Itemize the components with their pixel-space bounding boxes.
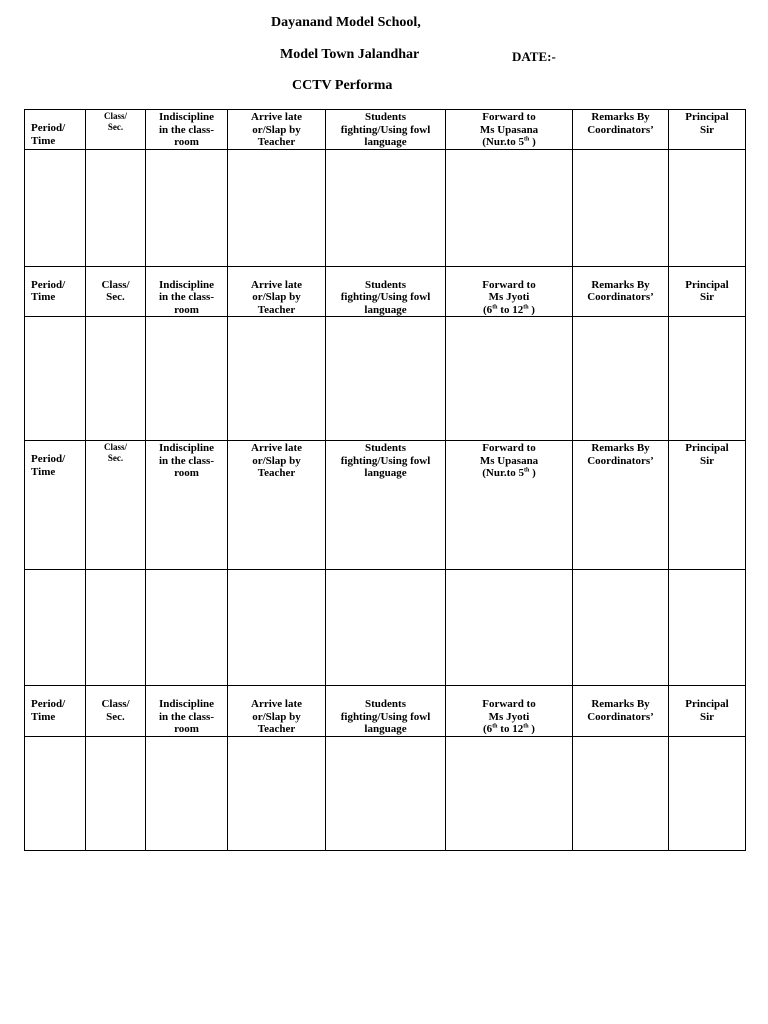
indiscipline-header <box>146 110 228 150</box>
header-line: Indiscipline <box>158 698 215 710</box>
section-1-entry-row <box>25 149 746 266</box>
forward-to-cell[interactable] <box>446 737 573 851</box>
header-line: room <box>174 467 199 479</box>
arrive-late-cell[interactable] <box>228 317 326 441</box>
header-text: (Nur.to 5 <box>482 136 524 148</box>
principal-header <box>669 686 746 737</box>
period-time-cell[interactable] <box>25 317 86 441</box>
header-line: Teacher <box>257 303 296 316</box>
header-line: room <box>174 303 199 316</box>
header-line: Forward to <box>482 278 536 291</box>
principal-cell[interactable] <box>669 570 746 686</box>
students-fighting-header <box>326 441 446 570</box>
header-line: Coordinators’ <box>587 123 654 136</box>
indiscipline-header <box>146 441 228 570</box>
header-line: Period/ <box>31 122 66 134</box>
header-line: Remarks By <box>591 442 650 454</box>
superscript: th <box>492 723 498 730</box>
superscript: th <box>524 467 530 474</box>
superscript: th <box>523 723 529 730</box>
period-time-header <box>25 110 86 150</box>
header-line: Class/ <box>103 111 127 121</box>
class-sec-header <box>86 441 146 570</box>
class-sec-cell[interactable] <box>86 570 146 686</box>
principal-cell[interactable] <box>669 317 746 441</box>
header-line: Arrive late <box>251 698 302 710</box>
arrive-late-header <box>228 441 326 570</box>
header-line: Sec. <box>106 291 125 303</box>
remarks-cell[interactable] <box>573 570 669 686</box>
arrive-late-header <box>228 266 326 317</box>
indiscipline-cell[interactable] <box>146 737 228 851</box>
header-line: Principal <box>685 111 729 123</box>
header-line: Students <box>365 111 406 123</box>
header-line: Principal <box>685 698 729 710</box>
principal-cell[interactable] <box>669 737 746 851</box>
arrive-late-cell[interactable] <box>228 149 326 266</box>
header-line: Teacher <box>257 723 296 735</box>
period-time-cell[interactable] <box>25 149 86 266</box>
section-2-header-row <box>25 266 746 317</box>
forward-to-header <box>446 110 573 150</box>
header-line: Remarks By <box>591 278 650 291</box>
header-line: Remarks By <box>591 698 650 710</box>
header-line: Coordinators’ <box>587 454 654 467</box>
period-time-header <box>25 266 86 317</box>
header-line: Arrive late <box>251 278 302 291</box>
header-line: room <box>174 723 199 735</box>
header-text: (6 <box>483 303 493 316</box>
students-fighting-cell[interactable] <box>326 570 446 686</box>
header-line: or/Slap by <box>252 291 301 303</box>
header-line: Time <box>31 134 56 147</box>
header-line: Principal <box>685 278 729 291</box>
school-address: Model Town Jalandhar <box>280 47 420 62</box>
section-4-entry-row <box>25 737 746 851</box>
arrive-late-header <box>228 686 326 737</box>
class-sec-header <box>86 266 146 317</box>
header-line <box>446 467 572 480</box>
arrive-late-cell[interactable] <box>228 570 326 686</box>
header-line: Class/ <box>103 442 127 452</box>
header-line: Class/ <box>101 278 130 291</box>
remarks-header <box>573 266 669 317</box>
header-line: Ms Jyoti <box>488 710 530 723</box>
remarks-cell[interactable] <box>573 149 669 266</box>
period-time-header <box>25 441 86 570</box>
superscript: th <box>524 136 530 143</box>
students-fighting-header <box>326 110 446 150</box>
header-text: ) <box>529 467 536 479</box>
header-line: Sir <box>699 123 715 136</box>
remarks-header <box>573 441 669 570</box>
header-text: to 12 <box>497 723 524 735</box>
remarks-header <box>573 686 669 737</box>
period-time-cell[interactable] <box>25 570 86 686</box>
remarks-cell[interactable] <box>573 737 669 851</box>
header-text: (6 <box>483 723 493 735</box>
header-line: Arrive late <box>251 442 302 454</box>
remarks-header <box>573 110 669 150</box>
period-time-cell[interactable] <box>25 737 86 851</box>
principal-header <box>669 266 746 317</box>
class-sec-cell[interactable] <box>86 149 146 266</box>
header-line <box>446 304 572 317</box>
header-line: Principal <box>685 442 729 454</box>
header-line: language <box>364 303 407 316</box>
header-line: Sec. <box>107 122 124 132</box>
forward-to-cell[interactable] <box>446 149 573 266</box>
students-fighting-header <box>326 266 446 317</box>
header-line: Sir <box>699 710 715 723</box>
header-text: (Nur.to 5 <box>482 467 524 479</box>
cctv-performa-table <box>24 109 746 851</box>
header-line: Period/ <box>31 453 66 465</box>
header-line: Sec. <box>107 453 124 463</box>
header-line: fighting/Using fowl <box>340 123 431 136</box>
header-line: Period/ <box>31 698 66 710</box>
header-line: Students <box>365 442 406 454</box>
header-line: Class/ <box>101 698 130 710</box>
header-line: Sec. <box>106 710 125 723</box>
header-line: Forward to <box>482 111 536 123</box>
superscript: th <box>492 303 498 310</box>
header-line: Ms Jyoti <box>488 291 530 303</box>
indiscipline-header <box>146 686 228 737</box>
header-line: Ms Upasana <box>479 454 539 467</box>
header-line: or/Slap by <box>252 123 301 136</box>
header-line: language <box>364 723 407 735</box>
students-fighting-header <box>326 686 446 737</box>
section-2-entry-row <box>25 317 746 441</box>
arrive-late-cell[interactable] <box>228 737 326 851</box>
section-3-header-row <box>25 441 746 570</box>
forward-to-header <box>446 686 573 737</box>
header-line: Sir <box>699 291 715 303</box>
section-3-entry-row <box>25 570 746 686</box>
header-line: in the class- <box>159 291 214 303</box>
header-line: in the class- <box>159 710 214 723</box>
period-time-header <box>25 686 86 737</box>
date-label: DATE:- <box>512 49 556 64</box>
class-sec-header <box>86 110 146 150</box>
header-line: Remarks By <box>591 111 650 123</box>
principal-cell[interactable] <box>669 149 746 266</box>
header-line: Time <box>31 465 56 478</box>
header-line: room <box>174 136 199 148</box>
header-line: in the class- <box>159 454 214 467</box>
header-line: fighting/Using fowl <box>340 454 431 467</box>
forward-to-header <box>446 441 573 570</box>
class-sec-cell[interactable] <box>86 737 146 851</box>
indiscipline-cell[interactable] <box>146 570 228 686</box>
header-line: fighting/Using fowl <box>340 710 431 723</box>
forward-to-cell[interactable] <box>446 317 573 441</box>
superscript: th <box>523 303 529 310</box>
students-fighting-cell[interactable] <box>326 149 446 266</box>
header-line: Coordinators’ <box>587 710 654 723</box>
header-line: Sir <box>699 454 715 467</box>
header-line: Coordinators’ <box>587 291 654 303</box>
school-name: Dayanand Model School, <box>271 15 421 30</box>
header-line: Students <box>365 698 406 710</box>
header-line: or/Slap by <box>252 710 301 723</box>
header-line: language <box>364 467 407 479</box>
header-line <box>446 136 572 149</box>
header-line: Indiscipline <box>158 442 215 454</box>
principal-header <box>669 110 746 150</box>
header-line: Indiscipline <box>158 278 215 291</box>
header-line: Ms Upasana <box>479 123 539 136</box>
header-line: Time <box>31 710 56 723</box>
forward-to-cell[interactable] <box>446 570 573 686</box>
header-line: in the class- <box>159 123 214 136</box>
header-line: Forward to <box>482 698 536 710</box>
header-line: or/Slap by <box>252 454 301 467</box>
header-text: to 12 <box>497 303 524 316</box>
indiscipline-header <box>146 266 228 317</box>
form-title: CCTV Performa <box>292 78 393 93</box>
header-text: ) <box>528 303 535 316</box>
principal-header <box>669 441 746 570</box>
section-4-header-row <box>25 686 746 737</box>
header-line: Students <box>365 278 406 291</box>
class-sec-header <box>86 686 146 737</box>
header-text: ) <box>528 723 535 735</box>
forward-to-header <box>446 266 573 317</box>
students-fighting-cell[interactable] <box>326 317 446 441</box>
header-line: Period/ <box>31 278 66 291</box>
header-line: Time <box>31 291 56 303</box>
header-line: Arrive late <box>251 111 302 123</box>
header-line: Teacher <box>257 467 296 479</box>
header-line: fighting/Using fowl <box>340 291 431 303</box>
class-sec-cell[interactable] <box>86 317 146 441</box>
section-1-header-row <box>25 110 746 150</box>
students-fighting-cell[interactable] <box>326 737 446 851</box>
remarks-cell[interactable] <box>573 317 669 441</box>
header-line: Teacher <box>257 136 296 148</box>
arrive-late-header <box>228 110 326 150</box>
header-line: Forward to <box>482 442 536 454</box>
header-line: language <box>364 136 407 148</box>
indiscipline-cell[interactable] <box>146 317 228 441</box>
header-line <box>446 723 572 736</box>
header-text: ) <box>529 136 536 148</box>
indiscipline-cell[interactable] <box>146 149 228 266</box>
header-line: Indiscipline <box>158 111 215 123</box>
